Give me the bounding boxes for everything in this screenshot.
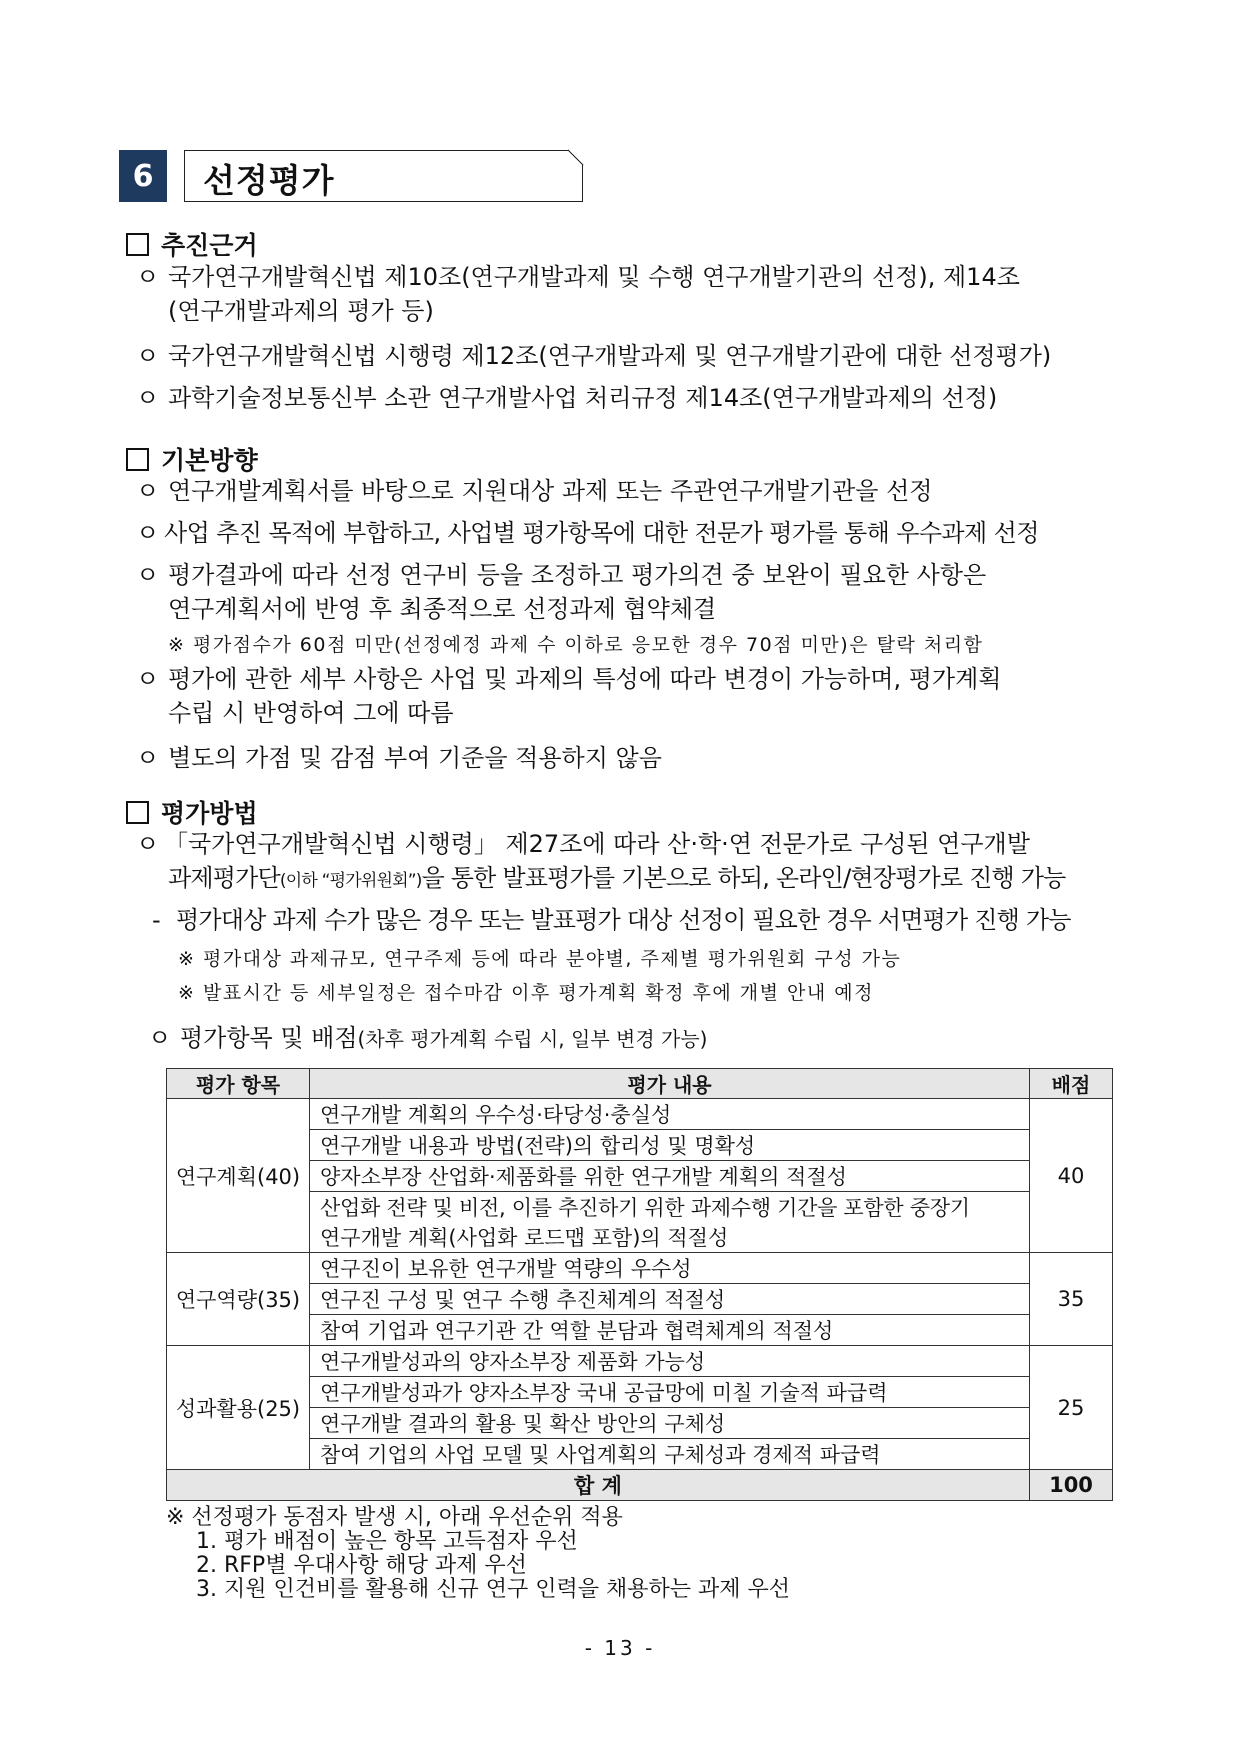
heading-basis: 추진근거 [126,226,258,262]
score-cell: 35 [1030,1253,1113,1346]
section-header [119,150,589,204]
content-cell: 연구개발성과가 양자소부장 국내 공급망에 미칠 기술적 파급력 [310,1377,1030,1408]
category-cell: 연구계획(40) [167,1099,310,1253]
page-number: - 13 - [584,1636,656,1660]
tiebreak-item-3: 3. 지원 인건비를 활용해 신규 연구 인력을 채용하는 과제 우선 [196,1577,790,1602]
note-committee: ※ 평가대상 과제규모, 연구주제 등에 따라 분야별, 주제별 평가위원회 구성 가능 [178,948,902,970]
table-header-row [167,1069,1113,1099]
table-row [167,1346,1113,1377]
section-title-box [184,150,583,202]
basis-item-1: ㅇ 국가연구개발혁신법 제10조(연구개발과제 및 수행 연구개발기관의 선정), 제14조 (연구개발과제의 평가 등) [136,263,1020,325]
square-bullet-icon [126,801,149,824]
method-dash-item: - 평가대상 과제 수가 많은 경우 또는 발표평가 대상 선정이 필요한 경우 서면평가 진행 가능 [152,906,1071,934]
folded-corner-icon [568,149,584,165]
header-content: 평가 내용 [310,1069,1030,1099]
header-category: 평가 항목 [167,1069,310,1099]
content-cell: 연구개발 내용과 방법(전략)의 합리성 및 명확성 [310,1130,1030,1161]
direction-item-4: ㅇ 평가에 관한 세부 사항은 사업 및 과제의 특성에 따라 변경이 가능하며, 평가계획 수립 시 반영하여 그에 따름 [136,665,1002,727]
content-cell: 연구개발 결과의 활용 및 확산 방안의 구체성 [310,1408,1030,1439]
content-cell: 양자소부장 산업화·제품화를 위한 연구개발 계획의 적절성 [310,1161,1030,1192]
note-schedule: ※ 발표시간 등 세부일정은 접수마감 이후 평가계획 확정 후에 개별 안내 예정 [178,982,874,1004]
direction-item-1: ㅇ 연구개발계획서를 바탕으로 지원대상 과제 또는 주관연구개발기관을 선정 [136,477,933,505]
method-item-1: ㅇ 「국가연구개발혁신법 시행령」 제27조에 따라 산·학·연 전문가로 구성된 연구개발 과제평가단(이하 “평가위원회”)을 통한 발표평가를 기본으로 하되, 온라인/현장평가로 진행 가능 [136,830,1066,892]
basis-item-3: ㅇ 과학기술정보통신부 소관 연구개발사업 처리규정 제14조(연구개발과제의 선정) [136,384,998,412]
heading-direction: 기본방향 [126,441,258,477]
tiebreak-title: ※ 선정평가 동점자 발생 시, 아래 우선순위 적용 [166,1505,623,1530]
total-row [167,1470,1113,1501]
note-score-threshold: ※ 평가점수가 60점 미만(선정예정 과제 수 이하로 응모한 경우 70점 미만)은 탈락 처리함 [168,634,984,656]
category-cell: 성과활용(25) [167,1346,310,1470]
content-cell: 연구개발 계획의 우수성·타당성·충실성 [310,1099,1030,1130]
evaluation-table [166,1068,1113,1501]
content-cell: 연구진 구성 및 연구 수행 추진체계의 적절성 [310,1284,1030,1315]
content-cell: 연구진이 보유한 연구개발 역량의 우수성 [310,1253,1030,1284]
tiebreak-item-1: 1. 평가 배점이 높은 항목 고득점자 우선 [196,1529,578,1554]
category-cell: 연구역량(35) [167,1253,310,1346]
basis-item-2: ㅇ 국가연구개발혁신법 시행령 제12조(연구개발과제 및 연구개발기관에 대한 선정평가) [136,342,1052,370]
direction-item-5: ㅇ 별도의 가점 및 감점 부여 기준을 적용하지 않음 [136,744,662,772]
table-row [167,1099,1113,1130]
table-row [167,1253,1113,1284]
criteria-heading: ㅇ 평가항목 및 배점(차후 평가계획 수립 시, 일부 변경 가능) [148,1024,708,1052]
section-title: 선정평가 [203,161,335,200]
content-cell: 산업화 전략 및 비전, 이를 추진하기 위한 과제수행 기간을 포함한 중장기 [310,1192,1030,1223]
heading-method: 평가방법 [126,794,258,830]
tiebreak-item-2: 2. RFP별 우대사항 해당 과제 우선 [196,1553,527,1578]
score-cell: 40 [1030,1099,1113,1253]
section-number: 6 [119,150,167,202]
direction-item-2: ㅇ 사업 추진 목적에 부합하고, 사업별 평가항목에 대한 전문가 평가를 통해 우수과제 선정 [136,519,1039,547]
direction-item-3: ㅇ 평가결과에 따라 선정 연구비 등을 조정하고 평가의견 중 보완이 필요한 사항은 연구계획서에 반영 후 최종적으로 선정과제 협약체결 [136,561,987,623]
header-score: 배점 [1030,1069,1113,1099]
square-bullet-icon [126,448,149,471]
content-cell: 참여 기업의 사업 모델 및 사업계획의 구체성과 경제적 파급력 [310,1439,1030,1470]
total-score: 100 [1030,1470,1113,1501]
content-cell: 연구개발 계획(사업화 로드맵 포함)의 적절성 [310,1222,1030,1253]
total-label: 합 계 [167,1470,1030,1501]
content-cell: 연구개발성과의 양자소부장 제품화 가능성 [310,1346,1030,1377]
score-cell: 25 [1030,1346,1113,1470]
square-bullet-icon [126,233,149,256]
content-cell: 참여 기업과 연구기관 간 역할 분담과 협력체계의 적절성 [310,1315,1030,1346]
